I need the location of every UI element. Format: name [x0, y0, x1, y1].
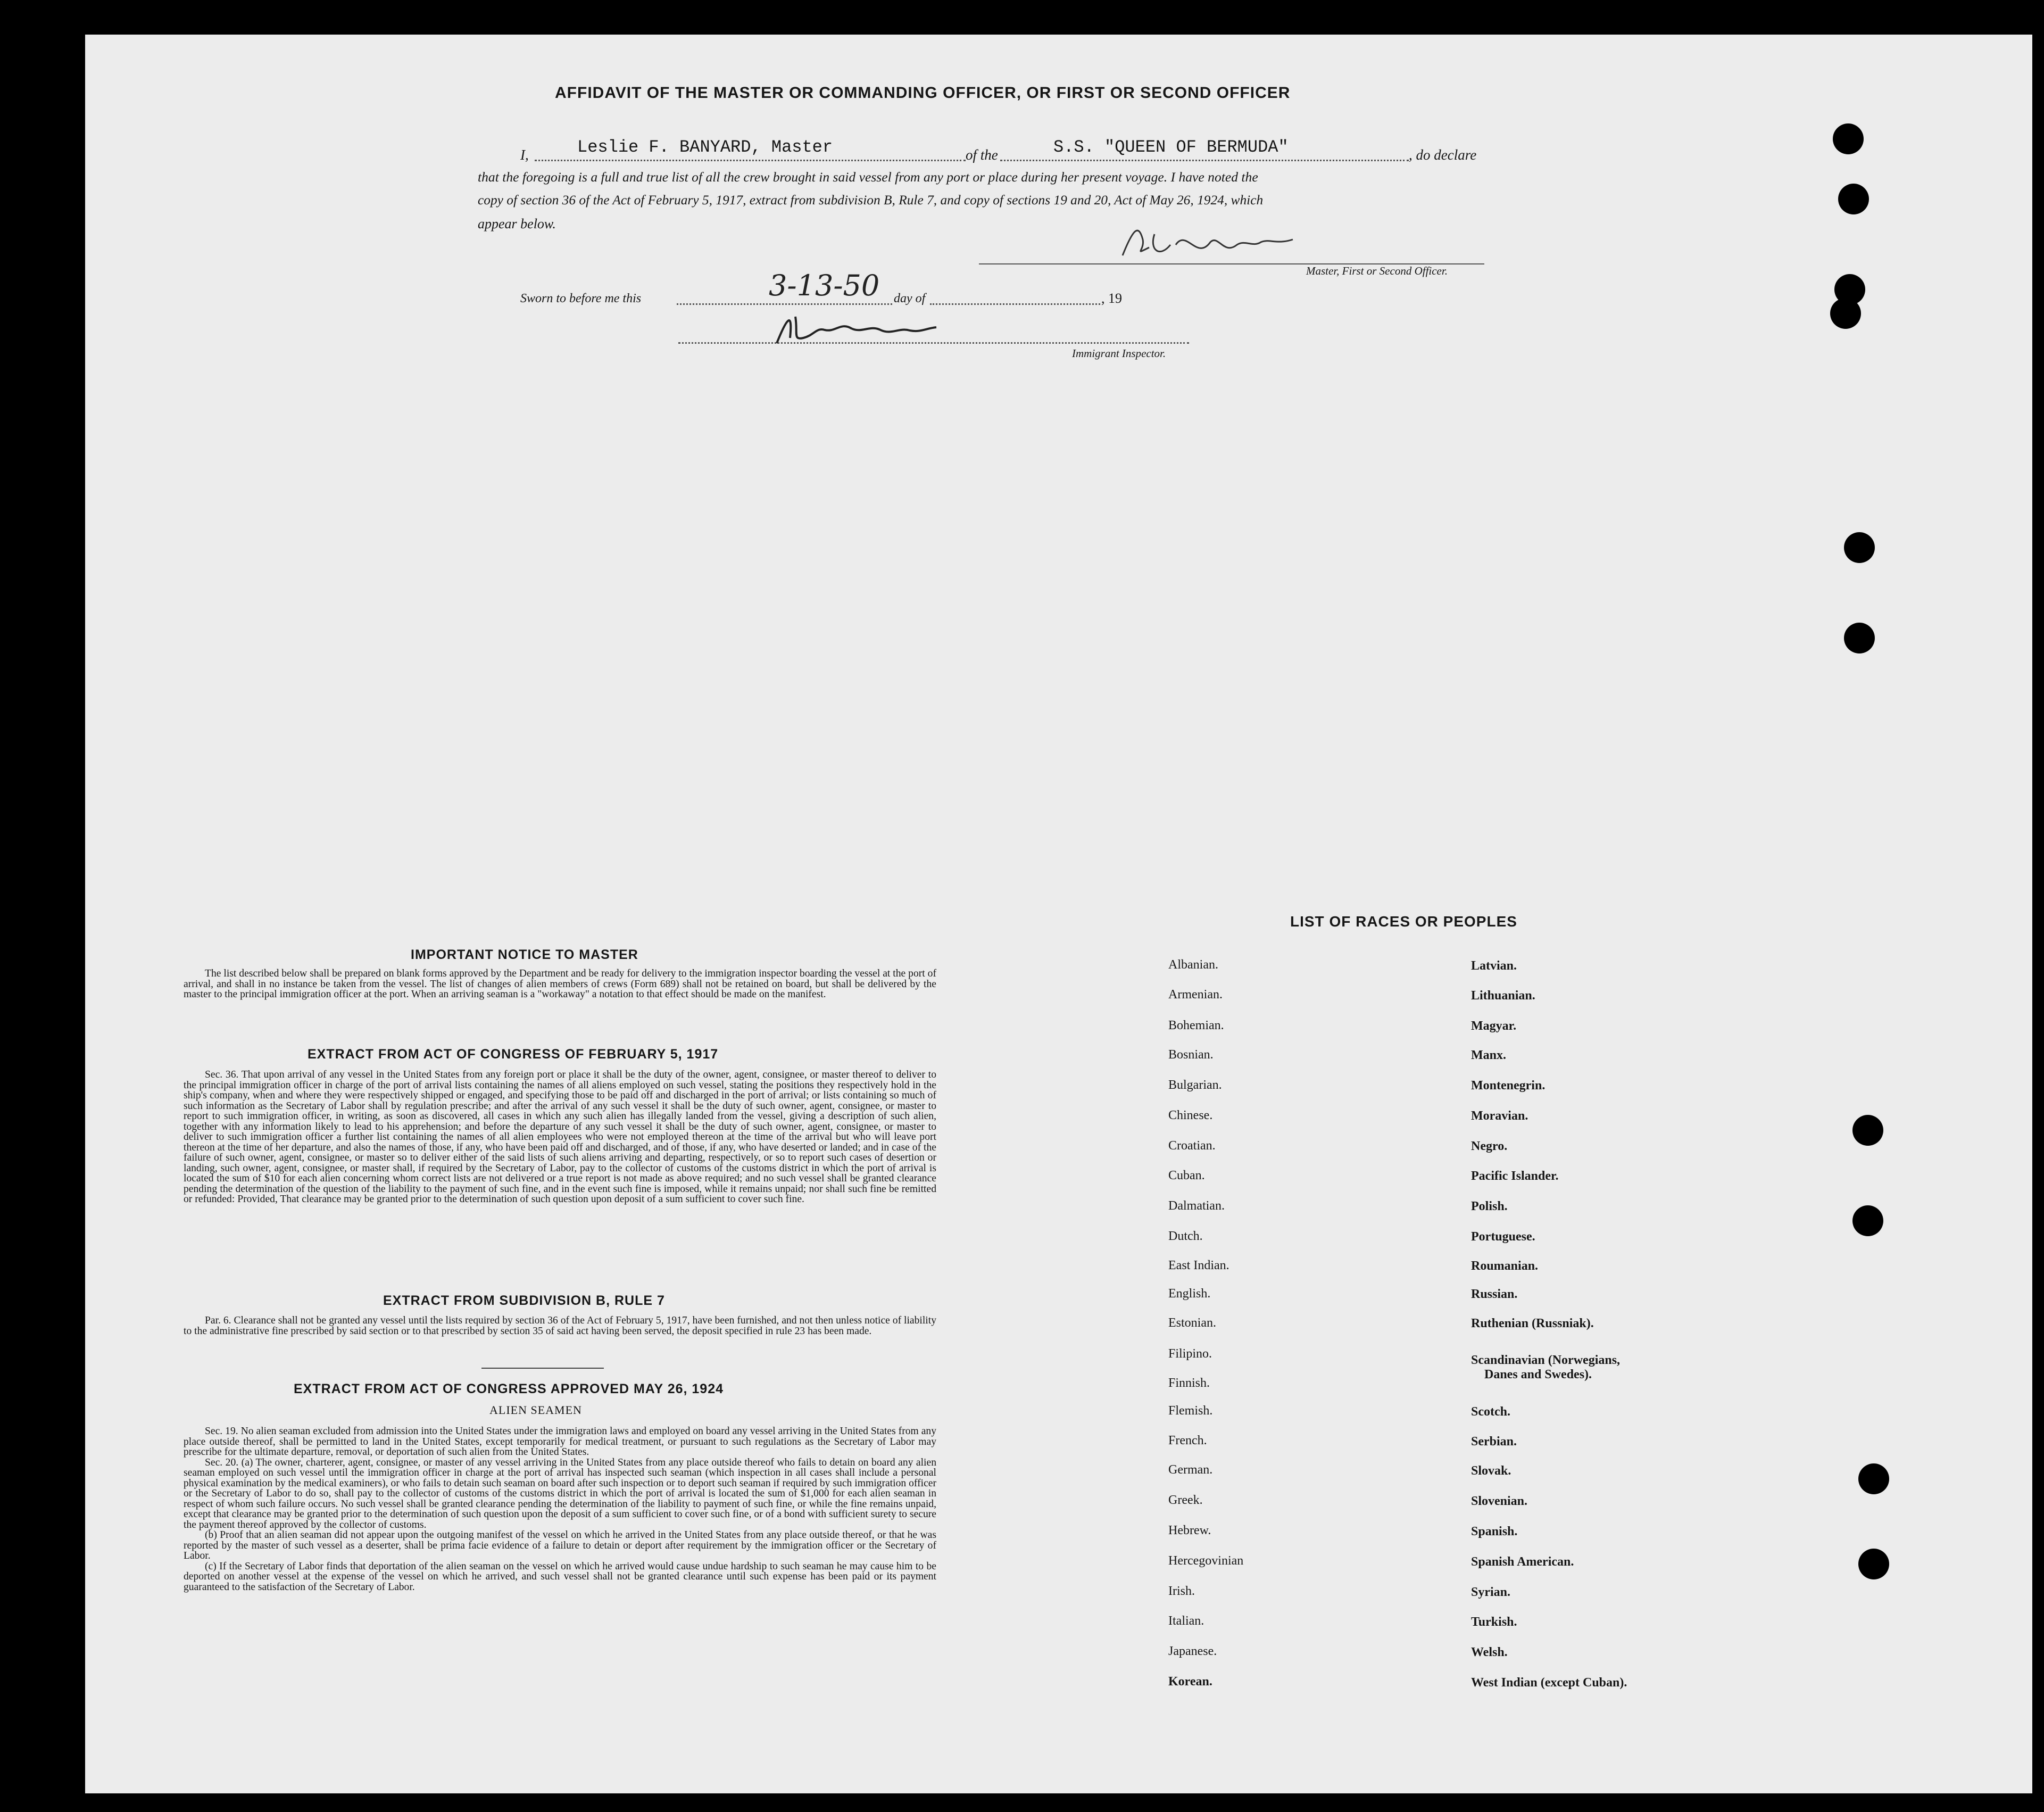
race-right-item: Spanish.: [1471, 1525, 1518, 1538]
race-right-item: Latvian.: [1471, 959, 1517, 973]
race-right-item: West Indian (except Cuban).: [1471, 1676, 1627, 1690]
race-left-item: Flemish.: [1168, 1404, 1213, 1418]
inspector-caption: Immigrant Inspector.: [1072, 347, 1166, 360]
punch-hole-7: [1852, 1115, 1883, 1146]
sec19-text: Sec. 19. No alien seaman excluded from admission into the United States under the immigration laws and employed on board any vessel arriving in the United States from any place outside thereof, shall be permitted to land in the United States, except temporarily for medical treatment, or pursuant to such regulations as the Secretary of Labor may prescribe for the ultimate departure, removal, or deportation of such alien from the United States.: [184, 1426, 936, 1458]
extract-1924-block: [184, 1426, 936, 1592]
sec20c-text: (c) If the Secretary of Labor finds that deportation of the alien seaman on the vessel on which he arrived would cause undue hardship to such seaman he may cause him to be deported on another vessel at the expense of the vessel on which he arrived, and such vessel shall not be granted clearance until such expense has been paid or its payment guaranteed to the satisfaction of the Secretary of Labor.: [184, 1560, 936, 1593]
affidavit-line-3: copy of section 36 of the Act of February 5, 1917, extract from subdivision B, Rule 7, and copy of sections 19 and 20, Act of May 26, 1924, which: [478, 193, 1264, 208]
race-left-item: Dutch.: [1168, 1229, 1203, 1243]
race-right-item: Serbian.: [1471, 1435, 1517, 1449]
race-left-item: Armenian.: [1168, 988, 1223, 1002]
master-name-line: [535, 160, 966, 161]
race-right-item-continued: Danes and Swedes).: [1484, 1368, 1592, 1381]
race-left-item: Bosnian.: [1168, 1048, 1214, 1062]
race-right-item: Portuguese.: [1471, 1230, 1535, 1244]
race-right-item: Montenegrin.: [1471, 1079, 1546, 1093]
races-heading: LIST OF RACES OR PEOPLES: [1290, 913, 1517, 930]
race-left-item: English.: [1168, 1287, 1211, 1301]
master-signature: [1117, 218, 1298, 266]
race-right-item: Welsh.: [1471, 1645, 1508, 1659]
race-right-item: Syrian.: [1471, 1585, 1511, 1599]
race-left-item: German.: [1168, 1463, 1213, 1477]
race-right-item: Scotch.: [1471, 1405, 1510, 1419]
race-right-item: Russian.: [1471, 1287, 1518, 1301]
race-right-item: Negro.: [1471, 1139, 1508, 1153]
extract-1924-heading: EXTRACT FROM ACT OF CONGRESS APPROVED MAY 26, 1924: [294, 1381, 724, 1396]
race-left-item: Chinese.: [1168, 1108, 1213, 1122]
affidavit-i-label: I,: [520, 147, 529, 163]
punch-hole-4: [1830, 298, 1861, 329]
race-right-item: Slovak.: [1471, 1464, 1511, 1478]
race-right-item: Scandinavian (Norwegians,: [1471, 1353, 1621, 1367]
race-right-item: Ruthenian (Russniak).: [1471, 1317, 1594, 1330]
race-left-item: French.: [1168, 1434, 1207, 1447]
master-name-field: Leslie F. BANYARD, Master: [577, 137, 833, 157]
sworn-day-line: [677, 303, 892, 305]
race-left-item: Filipino.: [1168, 1347, 1212, 1361]
race-right-item: Roumanian.: [1471, 1259, 1539, 1273]
race-right-item: Moravian.: [1471, 1109, 1528, 1123]
race-left-item: Bohemian.: [1168, 1019, 1224, 1032]
race-left-item: Cuban.: [1168, 1169, 1205, 1182]
race-right-item: Magyar.: [1471, 1019, 1517, 1033]
race-left-item: Finnish.: [1168, 1376, 1210, 1390]
race-left-item: Italian.: [1168, 1614, 1204, 1628]
race-right-item: Lithuanian.: [1471, 989, 1535, 1003]
affidavit-title: AFFIDAVIT OF THE MASTER OR COMMANDING OFFICER, OR FIRST OR SECOND OFFICER: [555, 84, 1291, 102]
race-left-item: Dalmatian.: [1168, 1199, 1225, 1213]
punch-hole-2: [1838, 184, 1869, 214]
extract-1924-subheading: ALIEN SEAMEN: [489, 1403, 582, 1417]
race-left-item: Greek.: [1168, 1493, 1203, 1507]
sec20b-text: (b) Proof that an alien seaman did not appear upon the outgoing manifest of the vessel on which he arrived in the United States from any place outside thereof, or that he was reported by the master of such vessel as a deserter, shall be prima facie evidence of a failure to detain or deport after requirement by the immigration officer or the Secretary of Labor.: [184, 1529, 936, 1561]
race-left-item: Korean.: [1168, 1675, 1212, 1689]
race-right-item: Pacific Islander.: [1471, 1169, 1559, 1183]
sworn-month-line: [930, 303, 1100, 305]
race-right-item: Turkish.: [1471, 1615, 1517, 1629]
punch-hole-9: [1858, 1463, 1889, 1494]
vessel-name-line: [1000, 160, 1409, 161]
race-left-item: Estonian.: [1168, 1316, 1216, 1330]
race-left-item: Irish.: [1168, 1584, 1195, 1598]
punch-hole-6: [1844, 623, 1875, 653]
extract-1917-heading: EXTRACT FROM ACT OF CONGRESS OF FEBRUARY 5, 1917: [308, 1047, 719, 1062]
extract-1917-text: Sec. 36. That upon arrival of any vessel in the United States from any foreign port or place it shall be the duty of the owner, agent, consignee, or master thereof to deliver to the principal immigration officer in charge of the port of arrival lists containing the names of all aliens employed on such vessel, stating the positions they respectively hold in the ship's company, when and where they were respectively shipped or engaged, and specifying those to be paid off and discharged in the port of arrival; or lists containing so much of such information as the Secretary of Labor shall by regulation prescribe; and after the arrival of any such vessel it shall be the duty of such owner, agent, consignee, or master to report to such immigration officer, in writing, as soon as discovered, all cases in which any such alien has illegally landed from the vessel, giving a description of such alien, together with any information likely to lead to his apprehension; and before the departure of any such vessel it shall be the duty of such owner, agent, consignee, or master to deliver to such immigration officer a further list containing the names of all alien employees who were not employed thereon at the time of the arrival but who will leave port thereon at the time of her departure, and also the names of those, if any, who have been paid off and discharged, and of those, if any, who have deserted or landed; and in case of the failure of such owner, agent, consignee, or master so to deliver either of the said lists of such aliens arriving and departing, respectively, or so to report such cases of desertion or landing, such owner, agent, consignee, or master shall, if required by the Secretary of Labor, pay to the collector of customs of the customs district in which the port of arrival is located the sum of $10 for each alien concerning whom correct lists are not delivered or a true report is not made as above required; and no such vessel shall be granted clearance pending the determination of the question of the liability to the payment of such fine, and in the event such fine is imposed, while it remains unpaid; nor shall such fine be remitted or refunded: Provided, That clearance may be granted prior to the determination of such question upon deposit of a sum sufficient to cover such fine.: [184, 1069, 936, 1205]
race-left-item: Croatian.: [1168, 1139, 1216, 1153]
race-right-item: Polish.: [1471, 1199, 1508, 1213]
do-declare-label: , do declare: [1409, 147, 1477, 163]
divider-rule: [481, 1368, 604, 1369]
notice-text-block: [184, 969, 936, 1000]
punch-hole-10: [1858, 1549, 1889, 1579]
master-caption: Master, First or Second Officer.: [1306, 264, 1448, 277]
race-left-item: Hercegovinian: [1168, 1554, 1244, 1568]
race-right-item: Manx.: [1471, 1048, 1506, 1062]
race-left-item: Japanese.: [1168, 1644, 1217, 1658]
notice-text: The list described below shall be prepared on blank forms approved by the Department and be ready for delivery to the immigration inspector boarding the vessel at the port of arrival, and shall in no instance be taken from the vessel. The list of changes of alien members of crews (Form 689) shall not be retained on board, but shall be delivered by the master to the principal immigration officer at the port. When an arriving seaman is a "workaway" a notation to that effect should be made on the manifest.: [184, 968, 936, 1000]
rule7-block: [184, 1315, 936, 1336]
race-right-item: Spanish American.: [1471, 1555, 1574, 1569]
rule7-text: Par. 6. Clearance shall not be granted any vessel until the lists required by section 36 of the Act of February 5, 1917, have been furnished, and not then unless notice of liability to the administrative fine prescribed by said section or to that prescribed by section 35 of said act having been served, the deposit specified in rule 23 has been made.: [184, 1315, 936, 1337]
race-right-item: Slovenian.: [1471, 1494, 1528, 1508]
sworn-label: Sworn to before me this: [520, 292, 642, 305]
inspector-line: [678, 342, 1189, 344]
race-left-item: Albanian.: [1168, 958, 1218, 972]
race-left-item: Bulgarian.: [1168, 1078, 1222, 1092]
punch-hole-8: [1852, 1205, 1883, 1236]
affidavit-line-4: appear below.: [478, 216, 556, 231]
of-the-label: of the: [966, 147, 998, 163]
notice-heading: IMPORTANT NOTICE TO MASTER: [411, 947, 638, 962]
rule7-heading: EXTRACT FROM SUBDIVISION B, RULE 7: [383, 1293, 665, 1308]
affidavit-line-2: that the foregoing is a full and true list of all the crew brought in said vessel from any port or place during her present voyage. I have noted the: [478, 169, 1258, 185]
sec20a-text: Sec. 20. (a) The owner, charterer, agent, consignee, or master of any vessel arriving in the United States from any place outside thereof who fails to detain on board any alien seaman employed on such vessel until the immigration officer in charge at the port of arrival has inspected such seaman (which inspection in all cases shall include a personal physical examination by the medical examiners), or who fails to detain such seaman on board after such inspection or to deport such seaman if required by such immigration officer or the Secretary of Labor to do so, shall pay to the collector of customs of the customs district in which the port of arrival is located the sum of $1,000 for each alien seaman in respect of whom such failure occurs. No such vessel shall be granted clearance pending the determination of the liability to payment of such fine, or while the fine remains unpaid, except that clearance may be granted prior to the determination of such question upon the deposit of a sum sufficient to cover such fine, or of a bond with sufficient surety to secure the payment thereof approved by the collector of customs.: [184, 1457, 936, 1530]
punch-hole-5: [1844, 532, 1875, 563]
sworn-date: 3-13-50: [769, 269, 880, 302]
year-label: , 19: [1101, 291, 1122, 306]
vessel-name-field: S.S. "QUEEN OF BERMUDA": [1053, 137, 1289, 157]
extract-1917-block: [184, 1070, 936, 1205]
day-of-label: day of: [894, 292, 926, 305]
race-left-item: Hebrew.: [1168, 1524, 1211, 1537]
race-left-item: East Indian.: [1168, 1259, 1229, 1272]
punch-hole-1: [1833, 123, 1864, 154]
